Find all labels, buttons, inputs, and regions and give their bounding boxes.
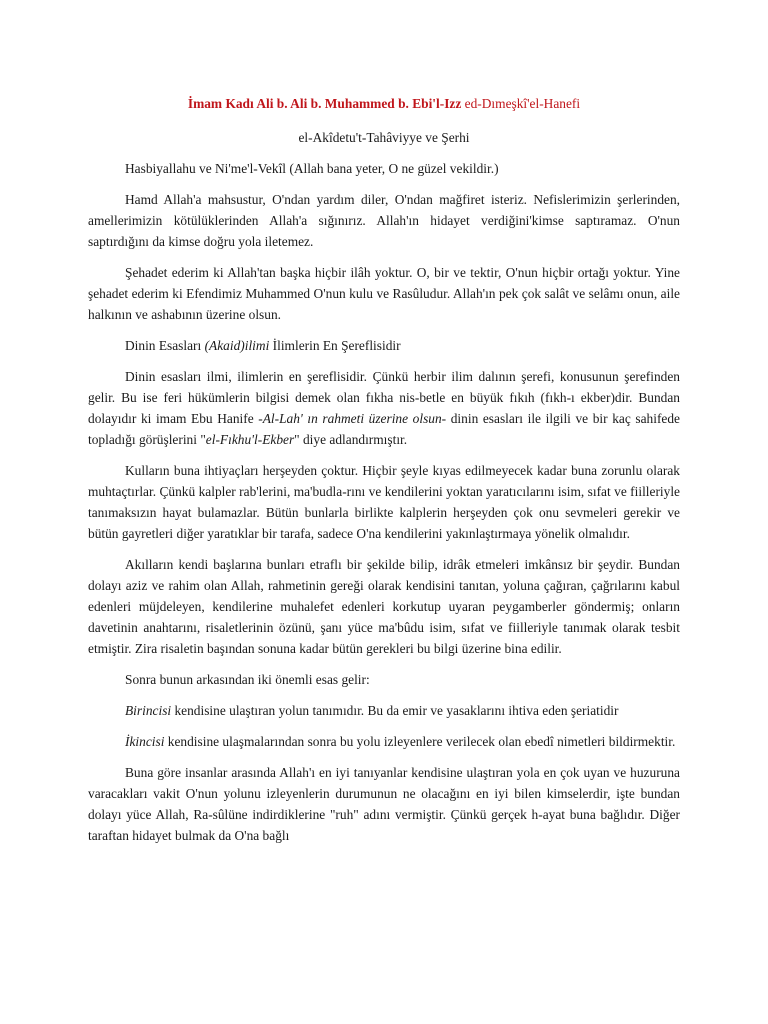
- text-segment: kendisine ulaştıran yolun tanımıdır. Bu da emir ve yasaklarını ihtiva eden şeriatidir: [171, 703, 619, 718]
- document-subtitle: el-Akîdetu't-Tahâviyye ve Şerhi: [298, 130, 470, 145]
- title-author-rest: ed-Dımeşkî'el-Hanefi: [461, 96, 581, 111]
- paragraph-dinin: [88, 366, 680, 450]
- paragraph-sehadet: Şehadet ederim ki Allah'tan başka hiçbir ilâh yoktur. O, bir ve tektir, O'nun hiçbir ortağı yoktur. Yine şehadet ederim ki Efendimiz Muhammed O'nun kulu ve Rasûludur. Allah'ın pek çok salât ve selâmı onun, aile halkının ve ashabının üzerine olsun.: [88, 265, 680, 322]
- title-author: İmam Kadı Ali b. Ali b. Muhammed b. Ebi'l-Izz: [187, 96, 462, 111]
- heading-part: Dinin Esasları: [125, 338, 205, 353]
- heading-part-end: İlimlerin En Şereflisidir: [269, 338, 401, 353]
- italic-title: el-Fıkhu'l-Ekber: [205, 432, 295, 447]
- text-segment: kendisine ulaşmalarından sonra bu yolu izleyenlere verilecek olan ebedî nimetleri bildirmektir.: [164, 734, 676, 749]
- paragraph-ikincisi: [88, 731, 680, 752]
- document-title: [88, 94, 680, 114]
- paragraph-hamd: Hamd Allah'a mahsustur, O'ndan yardım diler, O'ndan mağfiret isteriz. Nefislerimizin şerlerinden, amellerimizin kötülüklerinden Allah'a sığınırız. Allah'ın hidayet verdiğini'kimse saptıramaz. O'nun saptırdığını da kimse doğru yola iletemez.: [88, 192, 680, 249]
- paragraph-kullarin: Kulların buna ihtiyaçları herşeyden çoktur. Hiçbir şeyle kıyas edilmeyecek kadar buna zorunlu olarak muhtaçtırlar. Çünkü kalpler rab'lerini, ma'budla-rını ve kendilerini yoktan yaratıcılarını isim, sıfat ve fiilleriyle tanımaksızın hayat bulamazlar. Bütün bunlarla birlikte kalplerin herşeyden çok onu sevmeleri gerekir ve bütün gayretleri diğer yaratıklar bir tarafa, sadece O'na kendilerini yakınlaştırmaya yönelik olmalıdır.: [88, 463, 680, 541]
- paragraph-birincisi: [88, 700, 680, 721]
- paragraph-akillarin: Akılların kendi başlarına bunları etraflı bir şekilde bilip, idrâk etmeleri imkânsız bir şeydir. Bundan dolayı aziz ve rahim olan Allah, rahmetinin gereği olarak kendisini tanıtan, yoluna çağıran, çağrılarını kabul edenleri müjdeleyen, kendilerine muhalefet edenleri korkutup uyaran peygamberler göndermiş; onların davetinin anahtarını, risaletlerinin özünü, şanı yüce ma'bûdu isim, sıfat ve fiilleriyle tanımak olarak tesbit etmiştir. Zira risaletin başından sonuna kadar bütün gerekleri bu bilgi üzerine bina edilir.: [88, 557, 680, 656]
- text-segment: Dinin esasları ilmi, ilimlerin en şereflisidir. Çünkü herbir ilim dalının şerefi, konusunun şerefinden gelir. Bu ise feri hükümlerin bilgisi demek olan fıkha nis-betle en büyük fıkıh (fıkh-ı ekber)dir. Bundan dolayıdır ki imam Ebu Hanife: [88, 369, 680, 426]
- term-ikincisi: İkincisi: [125, 734, 165, 749]
- section-heading: [88, 335, 680, 356]
- text-segment: " diye adlandırmıştır.: [294, 432, 408, 447]
- term-birincisi: Birincisi: [125, 703, 172, 718]
- paragraph-hasbiyallah: Hasbiyallahu ve Ni'me'l-Vekîl (Allah bana yeter, O ne güzel vekildir.): [125, 161, 499, 176]
- paragraph-buna: Buna göre insanlar arasında Allah'ı en iyi tanıyanlar kendisine ulaştıran yola en çok uyan ve huzuruna varacakları vakit O'nun yolunu izleyenlerin durumunun ne olacağını en iyi bilen kimselerdir, işte bundan dolayı yüce Allah, Ra-sûlüne indirdiklerine "ruh" adını vermiştir. Çünkü gerçek h-ayat buna bağlıdır. Diğer taraftan hidayet bulmak da O'na bağlı: [88, 765, 680, 843]
- document-page: [88, 94, 680, 856]
- italic-segment: -Al-Lah' ın rahmeti üzerine olsun-: [258, 411, 447, 426]
- heading-italic: (Akaid)ilimi: [204, 338, 270, 353]
- text-segment: dinin esasları ile ilgili ve bir kaç sahifede topladığı görüşlerini ": [88, 411, 680, 447]
- paragraph-sonra: Sonra bunun arkasından iki önemli esas gelir:: [125, 672, 370, 687]
